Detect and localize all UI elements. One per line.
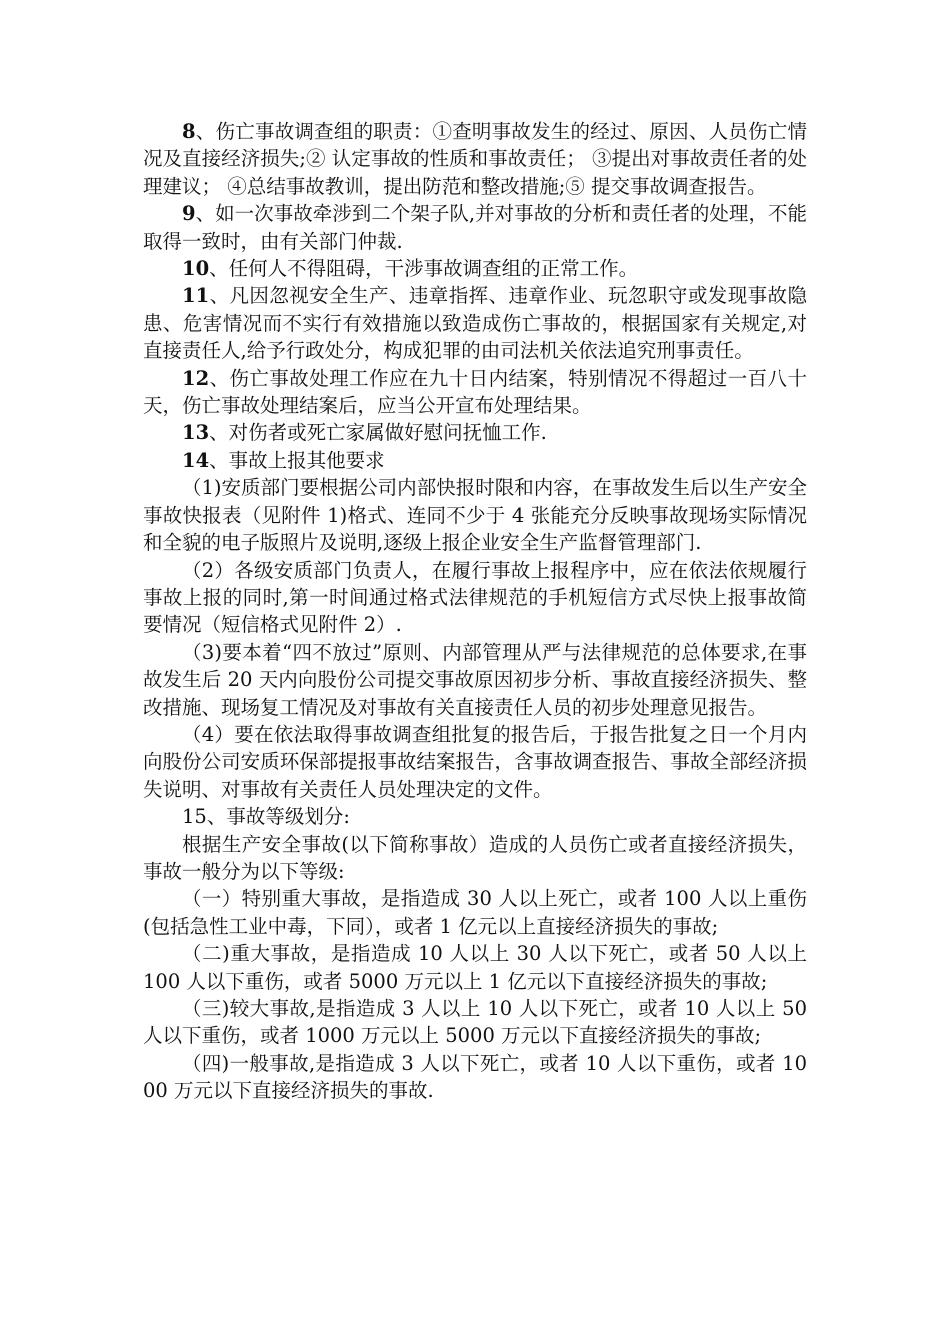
paragraph-text: （二)重大事故，是指造成 10 人以上 30 人以下死亡，或者 50 人以上 100 人以下重伤，或者 5000 万元以上 1 亿元以下直接经济损失的事故;	[143, 942, 807, 993]
item-number: 14	[182, 448, 210, 472]
paragraph-text: 、对伤者或死亡家属做好慰问抚恤工作.	[209, 421, 547, 445]
paragraph-text: 15、事故等级划分:	[182, 805, 350, 829]
paragraph-report-3	[143, 639, 807, 721]
paragraph-report-1	[143, 474, 807, 556]
item-number: 13	[182, 421, 210, 445]
document-body	[143, 118, 807, 1105]
paragraph-grade-4	[143, 1050, 807, 1105]
paragraph-report-2	[143, 557, 807, 639]
paragraph-text: 、事故上报其他要求	[209, 448, 385, 472]
paragraph-grading-heading	[143, 803, 807, 830]
paragraph-condolence	[143, 419, 807, 446]
paragraph-text: （四)一般事故,是指造成 3 人以下死亡，或者 10 人以下重伤，或者 1000 万元以下直接经济损失的事故.	[143, 1051, 807, 1103]
paragraph-text: （三)较大事故,是指造成 3 人以上 10 人以下死亡，或者 10 人以上 50 人以下重伤，或者 1000 万元以上 5000 万元以下直接经济损失的事故;	[143, 997, 807, 1048]
item-number: 12	[182, 366, 210, 390]
paragraph-text: （1)安质部门要根据公司内部快报时限和内容，在事故发生后以生产安全事故快报表（见附件 1)格式、连同不少于 4 张能充分反映事故现场实际情况和全貌的电子版照片及说明,逐级上报企业安全生产监督管理部门.	[143, 476, 807, 555]
paragraph-text: 、任何人不得阻碍，干涉事故调查组的正常工作。	[209, 257, 639, 281]
paragraph-text: 、凡因忽视安全生产、违章指挥、违章作业、玩忽职守或发现事故隐患、危害情况而不实行有效措施以致造成伤亡事故的，根据国家有关规定,对直接责任人,给予行政处分，构成犯罪的由司法机关依法追究刑事责任。	[143, 284, 807, 363]
paragraph-text: （2）各级安质部门负责人，在履行事故上报程序中，应在依法依规履行事故上报的同时,第一时间通过格式法律规范的手机短信方式尽快上报事故简要情况（短信格式见附件 2）.	[143, 558, 807, 637]
item-number: 9	[182, 202, 196, 226]
paragraph-text: 根据生产安全事故(以下简称事故）造成的人员伤亡或者直接经济损失，事故一般分为以下等级:	[143, 832, 807, 883]
paragraph-liability	[143, 282, 807, 364]
item-number: 11	[182, 284, 210, 308]
paragraph-deadline	[143, 365, 807, 420]
paragraph-text: （4）要在依法取得事故调查组批复的报告后，于报告批复之日一个月内向股份公司安质环保部提报事故结案报告，含事故调查报告、事故全部经济损失说明、对事故有关责任人员处理决定的文件。	[143, 722, 807, 801]
paragraph-grade-1	[143, 885, 807, 940]
paragraph-no-obstruction	[143, 255, 807, 282]
paragraph-text: （3)要本着“四不放过”原则、内部管理从严与法律规范的总体要求,在事故发生后 20 天内向股份公司提交事故原因初步分析、事故直接经济损失、整改措施、现场复工情况及对事故有关直接责任人员的初步处理意见报告。	[143, 640, 807, 719]
paragraph-duties	[143, 118, 807, 200]
paragraph-text: 、伤亡事故调查组的职责：①查明事故发生的经过、原因、人员伤亡情况及直接经济损失;② 认定事故的性质和事故责任； ③提出对事故责任者的处理建议； ④总结事故教训，提出防范和整改措施;⑤ 提交事故调查报告。	[143, 120, 807, 198]
paragraph-grading-intro	[143, 831, 807, 886]
paragraph-text: 、如一次事故牵涉到二个架子队,并对事故的分析和责任者的处理，不能取得一致时，由有关部门仲裁.	[143, 202, 807, 253]
item-number: 8	[182, 120, 196, 143]
paragraph-reporting-heading	[143, 447, 807, 474]
paragraph-report-4	[143, 721, 807, 803]
paragraph-text: （一）特别重大事故，是指造成 30 人以上死亡，或者 100 人以上重伤(包括急性工业中毒，下同），或者 1 亿元以上直接经济损失的事故;	[143, 887, 807, 938]
item-number: 10	[182, 257, 210, 281]
paragraph-grade-3	[143, 995, 807, 1050]
paragraph-arbitration	[143, 200, 807, 255]
paragraph-text: 、伤亡事故处理工作应在九十日内结案，特别情况不得超过一百八十天，伤亡事故处理结案后，应当公开宣布处理结果。	[143, 366, 807, 418]
paragraph-grade-2	[143, 940, 807, 995]
